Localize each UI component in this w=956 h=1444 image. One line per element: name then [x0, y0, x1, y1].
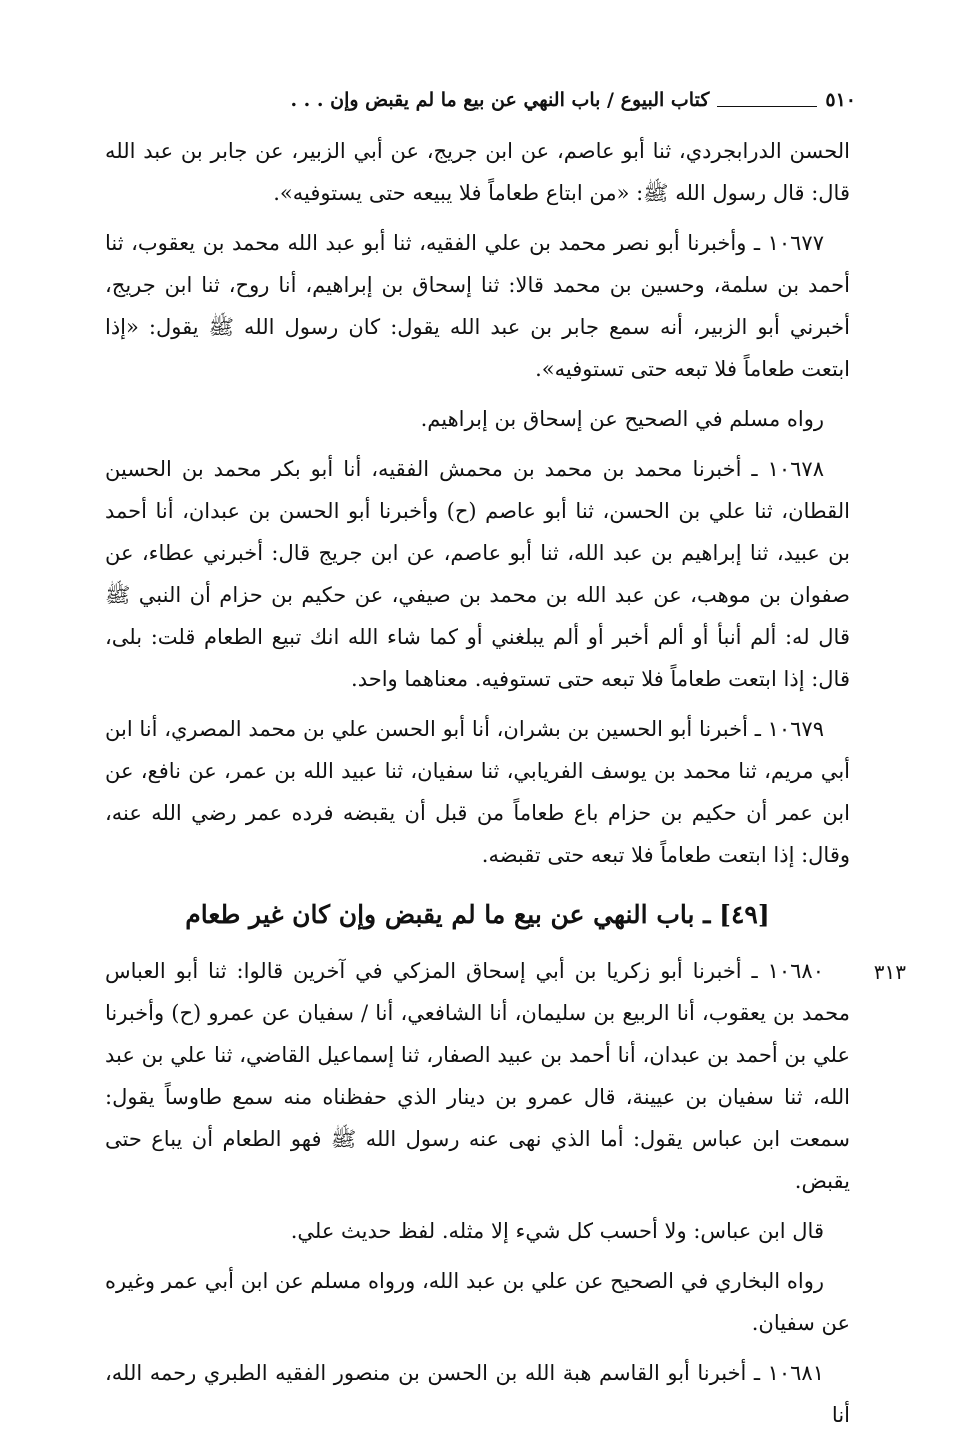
paragraph-hadith-10677: ١٠٦٧٧ ـ وأخبرنا أبو نصر محمد بن علي الفقيه، ثنا أبو عبد الله محمد بن يعقوب، ثنا أحمد بن سلمة، وحسين بن محمد قالا: ثنا إسحاق بن إبراهيم، أنا روح، ثنا ابن جريج، أخبرني أبو الزبير، أنه سمع جابر بن عبد الله يقول: كان رسول الله ﷺ يقول: «إذا ابتعت طعاماً فلا تبعه حتى تستوفيه».: [105, 231, 850, 381]
paragraph-ibn-abbas-note: قال ابن عباس: ولا أحسب كل شيء إلا مثله. لفظ حديث علي.: [290, 1219, 824, 1243]
margin-page-reference: ٣١٣: [873, 960, 906, 984]
paragraph-bukhari-note: رواه البخاري في الصحيح عن علي بن عبد الله، ورواه مسلم عن ابن أبي عمر وغيره عن سفيان.: [105, 1269, 850, 1335]
header-rule: [717, 106, 817, 107]
paragraph-hadith-10678: ١٠٦٧٨ ـ أخبرنا محمد بن محمد بن محمش الفقيه، أنا أبو بكر محمد بن الحسين القطان، ثنا علي بن الحسن، ثنا أبو عاصم (ح) وأخبرنا أبو الحسن بن عبدان، أنا أحمد بن عبيد، ثنا إبراهيم بن عبد الله، ثنا أبو عاصم، عن ابن جريج قال: أخبرني عطاء، عن صفوان بن موهب، عن عبد الله بن محمد بن صيفي، عن حكيم بن حزام أن النبي ﷺ قال له: ألم أنبأ أو ألم أخبر أو ألم يبلغني أو كما شاء الله انك تبيع الطعام قلت: بلى، قال: إذا ابتعت طعاماً فلا تبعه حتى تستوفيه. معناهما واحد.: [105, 457, 850, 691]
paragraph-hadith-10680: ١٠٦٨٠ ـ أخبرنا أبو زكريا بن أبي إسحاق المزكي في آخرين قالوا: ثنا أبو العباس محمد بن يعقوب، أنا الربيع بن سليمان، أنا الشافعي، أنا / سفيان عن عمرو (ح) وأخبرنا علي بن أحمد بن عبدان، أنا أحمد بن عبيد الصفار، ثنا إسماعيل القاضي، ثنا علي بن عبد الله، ثنا سفيان بن عيينة، قال عمرو بن دينار الذي حفظناه منه سمع طاوساً يقول: سمعت ابن عباس يقول: أما الذي نهى عنه رسول الله ﷺ فهو الطعام أن يباع حتى يقبض.: [105, 959, 851, 1193]
paragraph-hadith-continuation: الحسن الدرابجردي، ثنا أبو عاصم، عن ابن جريج، عن أبي الزبير، عن جابر بن عبد الله قال: قال رسول الله ﷺ: «من ابتاع طعاماً فلا يبيعه حتى يستوفيه».: [105, 139, 850, 205]
page-header: [100, 82, 856, 118]
paragraph-narration-note: رواه مسلم في الصحيح عن إسحاق بن إبراهيم.: [420, 407, 824, 431]
running-title: كتاب البيوع / باب النهي عن بيع ما لم يقبض وإن . . .: [290, 89, 710, 111]
paragraph-hadith-10681: ١٠٦٨١ ـ أخبرنا أبو القاسم هبة الله بن الحسن بن منصور الفقيه الطبري رحمه الله، أنا: [105, 1361, 850, 1427]
page-body: [105, 130, 850, 1444]
paragraph-hadith-10679: ١٠٦٧٩ ـ أخبرنا أبو الحسين بن بشران، أنا أبو الحسن علي بن محمد المصري، أنا ابن أبي مريم، ثنا محمد بن يوسف الفريابي، ثنا سفيان، ثنا عبيد الله بن عمر، عن نافع، عن ابن عمر أن حكيم بن حزام باع طعاماً من قبل أن يقبضه فرده عمر رضي الله عنه، وقال: إذا ابتعت طعاماً فلا تبعه حتى تقبضه.: [105, 717, 850, 867]
chapter-heading: [٤٩] ـ باب النهي عن بيع ما لم يقبض وإن كان غير طعام: [185, 900, 770, 929]
page-number: ٥١٠: [825, 89, 856, 111]
